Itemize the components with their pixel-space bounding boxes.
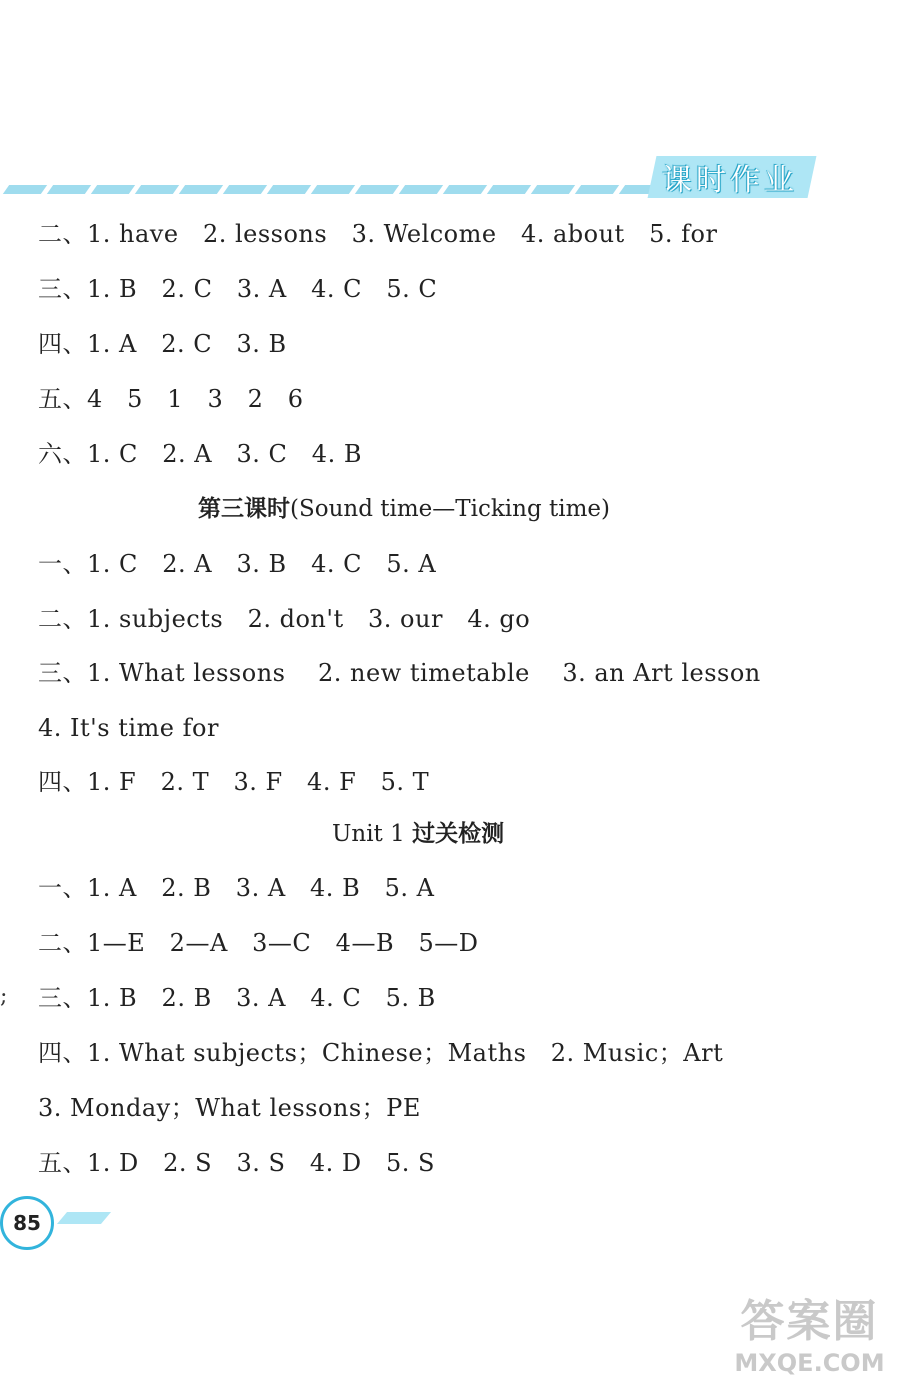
answer-line: 三、1. B 2. C 3. A 4. C 5. C <box>38 275 438 303</box>
unit-heading <box>332 819 504 849</box>
lesson3-heading-rest: (Sound time—Ticking time) <box>290 496 610 522</box>
watermark-url: MXQE.COM <box>734 1349 885 1377</box>
side-mark: ; <box>0 984 8 1009</box>
answer-line: 四、1. A 2. C 3. B <box>38 330 287 358</box>
answer-line: 四、1. What subjects；Chinese；Maths 2. Music；Art <box>38 1039 724 1067</box>
page-number: 85 <box>0 1196 54 1250</box>
answer-line: 五、4 5 1 3 2 6 <box>38 385 304 413</box>
answer-line: 4. It's time for <box>38 714 219 742</box>
answer-line: 三、1. What lessons 2. new timetable 3. an Art lesson <box>38 659 761 687</box>
answer-line: 五、1. D 2. S 3. S 4. D 5. S <box>38 1149 435 1177</box>
answer-line: 六、1. C 2. A 3. C 4. B <box>38 440 362 468</box>
answer-line: 二、1. have 2. lessons 3. Welcome 4. about 5. for <box>38 220 718 248</box>
page-number-decoration <box>57 1212 111 1224</box>
answer-line: 四、1. F 2. T 3. F 4. F 5. T <box>38 768 430 796</box>
lesson3-heading-bold: 第三课时 <box>198 496 290 522</box>
answer-line: 3. Monday；What lessons；PE <box>38 1094 421 1122</box>
answer-line: 二、1. subjects 2. don't 3. our 4. go <box>38 605 531 633</box>
lesson3-heading <box>198 494 610 524</box>
unit-heading-prefix: Unit 1 <box>332 821 413 847</box>
header-stripe <box>0 178 666 200</box>
answer-line: 一、1. A 2. B 3. A 4. B 5. A <box>38 874 435 902</box>
answer-line: 二、1—E 2—A 3—C 4—B 5—D <box>38 929 479 957</box>
unit-heading-bold: 过关检测 <box>412 821 505 847</box>
watermark-text: 答案圈 <box>740 1296 879 1347</box>
answer-line: 三、1. B 2. B 3. A 4. C 5. B <box>38 984 436 1012</box>
header-title: 课时作业 <box>662 163 798 198</box>
answer-line: 一、1. C 2. A 3. B 4. C 5. A <box>38 550 437 578</box>
watermark <box>722 1296 897 1386</box>
